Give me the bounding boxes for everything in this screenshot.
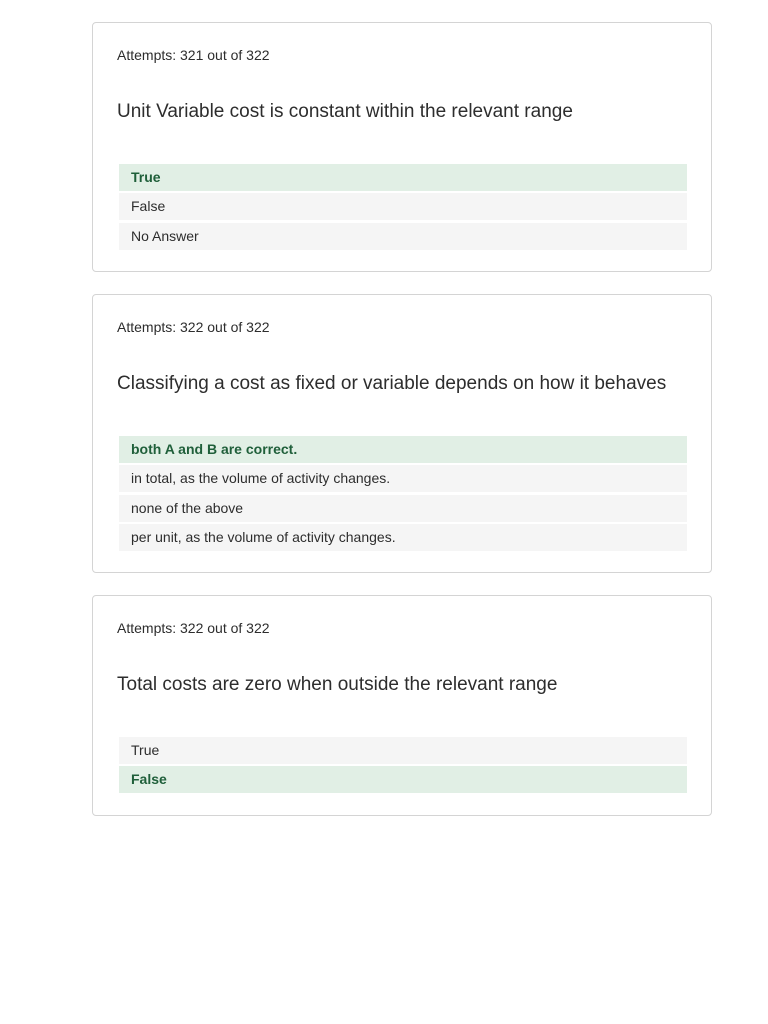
question-card-2 [92, 294, 712, 573]
attempts-count: Attempts: 322 out of 322 [117, 620, 270, 636]
answer-option: none of the above [119, 495, 687, 522]
answer-option: False [119, 193, 687, 220]
answer-option: per unit, as the volume of activity changes. [119, 524, 687, 551]
attempts-count: Attempts: 322 out of 322 [117, 319, 270, 335]
question-card-1 [92, 22, 712, 272]
answer-option: No Answer [119, 223, 687, 250]
question-text: Classifying a cost as fixed or variable depends on how it behaves [117, 373, 667, 394]
question-text: Total costs are zero when outside the relevant range [117, 674, 558, 695]
answer-option-correct: False [119, 766, 687, 793]
question-text: Unit Variable cost is constant within the relevant range [117, 101, 573, 122]
answer-option-correct: both A and B are correct. [119, 436, 687, 463]
question-card-3 [92, 595, 712, 816]
answer-list [119, 436, 687, 553]
answer-option: in total, as the volume of activity changes. [119, 465, 687, 492]
answer-option: True [119, 737, 687, 764]
attempts-count: Attempts: 321 out of 322 [117, 47, 270, 63]
answer-list [119, 737, 687, 796]
answer-list [119, 164, 687, 252]
answer-option-correct: True [119, 164, 687, 191]
